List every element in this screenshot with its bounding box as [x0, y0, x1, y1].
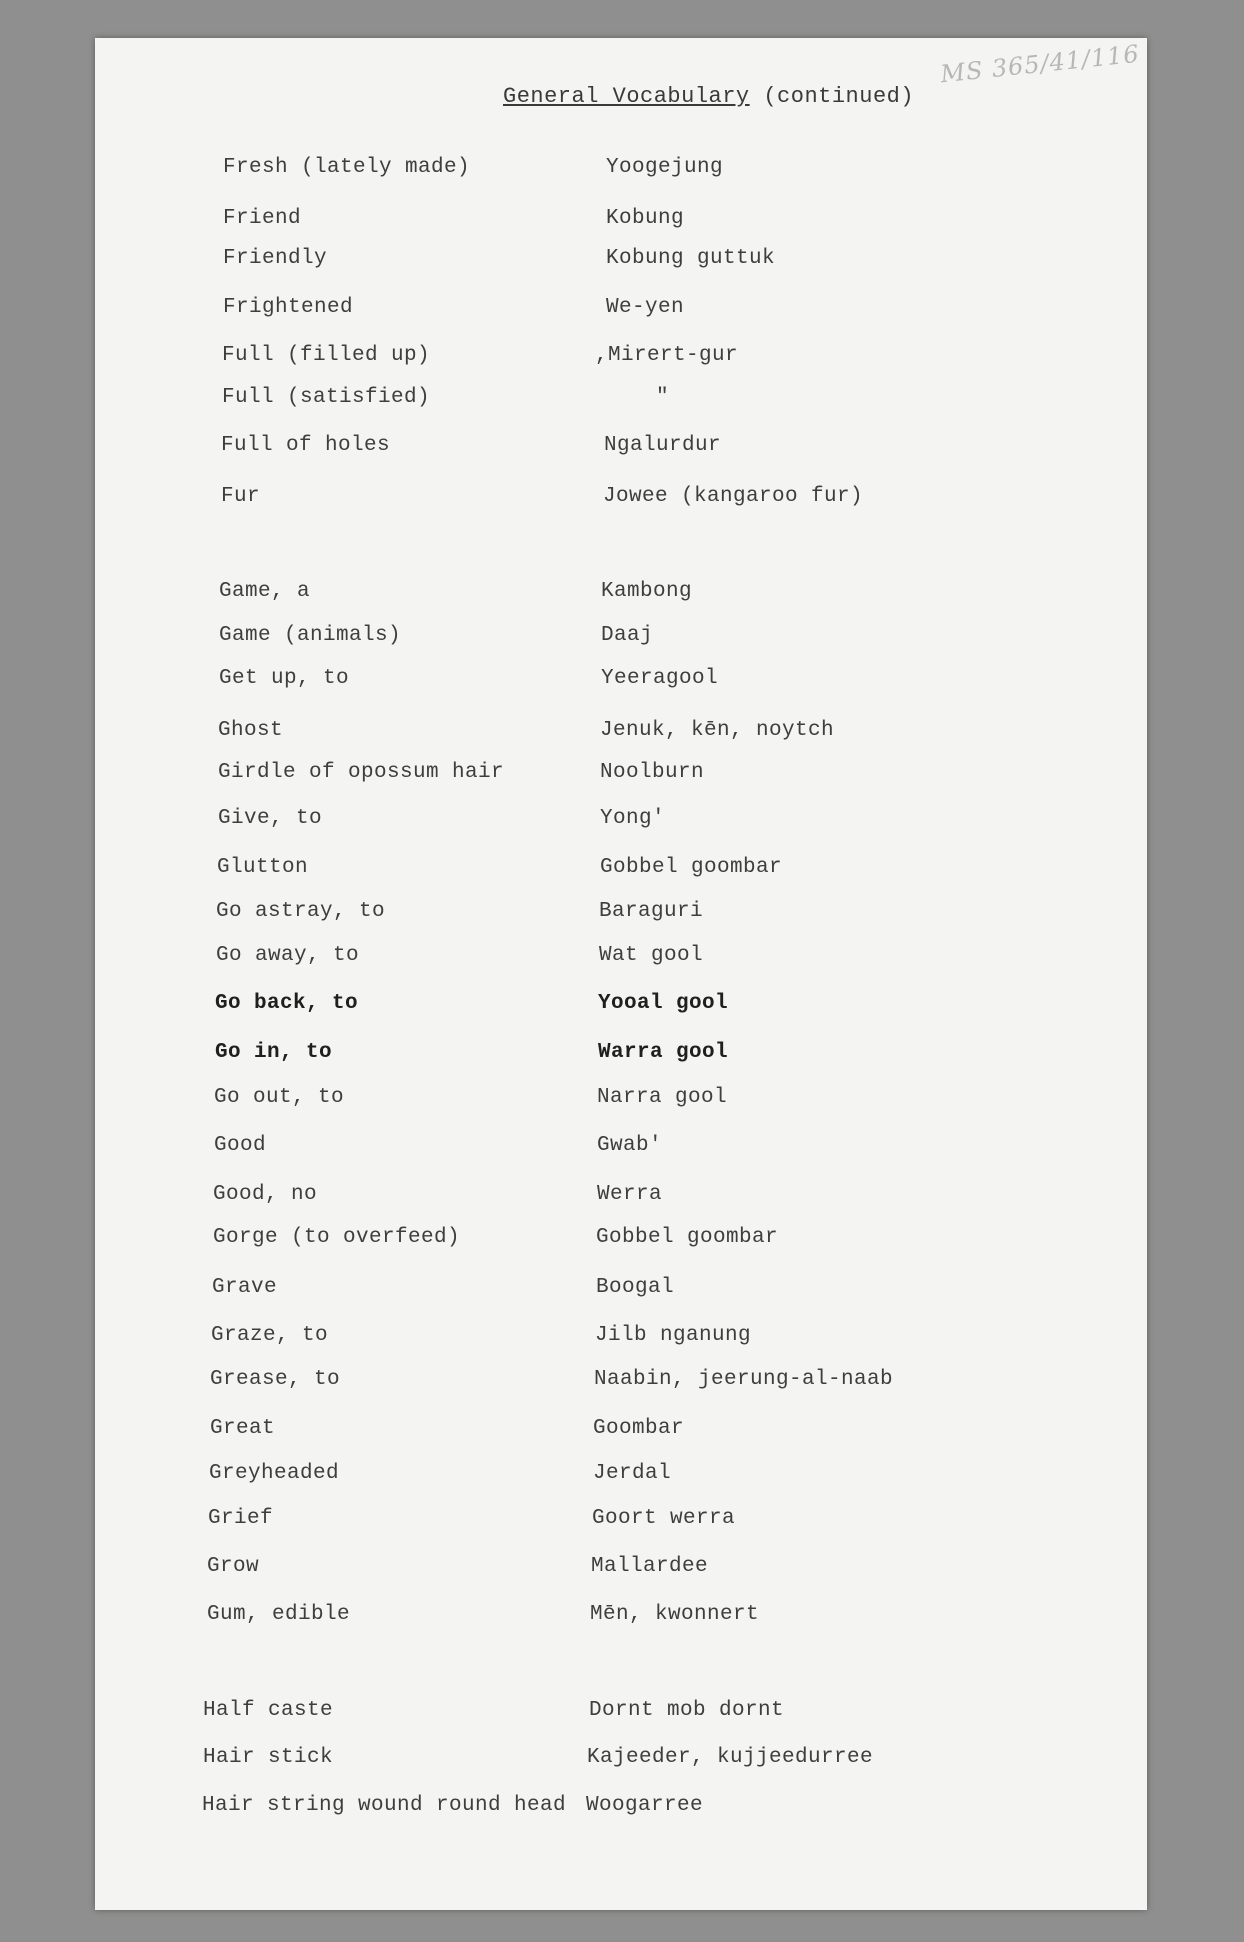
- english-term: Graze, to: [211, 1324, 329, 1347]
- english-term: Go back, to: [215, 992, 359, 1015]
- english-term: Go out, to: [214, 1086, 345, 1109]
- nyungar-term: Boogal: [596, 1276, 675, 1299]
- vocab-entry: [0, 344, 1244, 374]
- english-term: Good, no: [213, 1183, 318, 1206]
- nyungar-term: Mallardee: [591, 1555, 709, 1578]
- vocab-entry: [0, 1183, 1244, 1213]
- nyungar-term: ,Mirert-gur: [595, 344, 739, 367]
- vocab-entry: [0, 485, 1244, 515]
- nyungar-term: Daaj: [601, 624, 654, 647]
- nyungar-term: Dornt mob dornt: [589, 1699, 785, 1722]
- english-term: Gum, edible: [207, 1603, 351, 1626]
- page-title-suffix: (continued): [749, 84, 915, 109]
- nyungar-term: Woogarree: [586, 1794, 704, 1817]
- english-term: Greyheaded: [209, 1462, 340, 1485]
- nyungar-term: Jenuk, kēn, noytch: [600, 719, 835, 742]
- english-term: Hair string wound round head: [202, 1794, 567, 1817]
- vocab-entry: [0, 624, 1244, 654]
- vocab-entry: [0, 856, 1244, 886]
- vocab-entry: [0, 944, 1244, 974]
- nyungar-term: Naabin, jeerung-al-naab: [594, 1368, 894, 1391]
- english-term: Go in, to: [215, 1041, 333, 1064]
- nyungar-term: Jowee (kangaroo fur): [603, 485, 864, 508]
- vocab-entry: [0, 1134, 1244, 1164]
- nyungar-term: Yooal gool: [598, 992, 729, 1015]
- nyungar-term: Wat gool: [599, 944, 704, 967]
- nyungar-term: Yoogejung: [606, 156, 724, 179]
- vocab-entry: [0, 1226, 1244, 1256]
- nyungar-term: Jerdal: [593, 1462, 672, 1485]
- nyungar-term: Werra: [597, 1183, 663, 1206]
- english-term: Get up, to: [219, 667, 350, 690]
- vocab-entry: [0, 1368, 1244, 1398]
- vocab-entry: [0, 761, 1244, 791]
- vocab-entry: [0, 434, 1244, 464]
- english-term: Ghost: [218, 719, 284, 742]
- vocab-entry: [0, 1086, 1244, 1116]
- vocab-entry: [0, 156, 1244, 186]
- vocab-entry: [0, 207, 1244, 237]
- vocab-entry: [0, 1794, 1244, 1824]
- english-term: Glutton: [217, 856, 309, 879]
- nyungar-term: Kajeeder, kujjeedurree: [587, 1746, 874, 1769]
- nyungar-term: Goort werra: [592, 1507, 736, 1530]
- english-term: Give, to: [218, 807, 323, 830]
- english-term: Grief: [208, 1507, 274, 1530]
- vocab-entry: [0, 992, 1244, 1022]
- vocab-entry: [0, 1746, 1244, 1776]
- vocab-entry: [0, 1462, 1244, 1492]
- vocab-entry: [0, 1041, 1244, 1071]
- english-term: Go away, to: [216, 944, 360, 967]
- nyungar-term: We-yen: [606, 296, 685, 319]
- vocab-entry: [0, 247, 1244, 277]
- vocab-entry: [0, 1417, 1244, 1447]
- english-term: Full (satisfied): [222, 386, 431, 409]
- page-title-main: General Vocabulary: [503, 84, 750, 109]
- english-term: Fur: [221, 485, 261, 508]
- vocab-entry: [0, 580, 1244, 610]
- english-term: Game, a: [219, 580, 311, 603]
- nyungar-term: Narra gool: [597, 1086, 728, 1109]
- vocab-entry: [0, 807, 1244, 837]
- nyungar-term: Yong': [600, 807, 666, 830]
- vocab-entry: [0, 386, 1244, 416]
- vocab-entry: [0, 667, 1244, 697]
- english-term: Full (filled up): [222, 344, 431, 367]
- vocab-entry: [0, 1603, 1244, 1633]
- english-term: Grease, to: [210, 1368, 341, 1391]
- nyungar-term: Mēn, kwonnert: [590, 1603, 760, 1626]
- page-title: [503, 84, 914, 109]
- nyungar-term: Gobbel goombar: [596, 1226, 779, 1249]
- vocab-entry: [0, 1507, 1244, 1537]
- nyungar-term: Goombar: [593, 1417, 685, 1440]
- nyungar-term: Noolburn: [600, 761, 705, 784]
- english-term: Gorge (to overfeed): [213, 1226, 461, 1249]
- vocab-entry: [0, 1276, 1244, 1306]
- nyungar-term: Gobbel goombar: [600, 856, 783, 879]
- english-term: Grow: [207, 1555, 260, 1578]
- english-term: Grave: [212, 1276, 278, 1299]
- nyungar-term: Yeeragool: [601, 667, 719, 690]
- english-term: Girdle of opossum hair: [218, 761, 505, 784]
- english-term: Go astray, to: [216, 900, 386, 923]
- english-term: Good: [214, 1134, 267, 1157]
- english-term: Half caste: [203, 1699, 334, 1722]
- nyungar-term: Gwab': [597, 1134, 663, 1157]
- vocab-entry: [0, 719, 1244, 749]
- nyungar-term: Kobung: [606, 207, 685, 230]
- nyungar-term: Kambong: [601, 580, 693, 603]
- nyungar-term: Jilb nganung: [595, 1324, 752, 1347]
- english-term: Full of holes: [221, 434, 391, 457]
- english-term: Friend: [223, 207, 302, 230]
- vocab-entry: [0, 1324, 1244, 1354]
- english-term: Fresh (lately made): [223, 156, 471, 179]
- english-term: Hair stick: [203, 1746, 334, 1769]
- nyungar-term: Kobung guttuk: [606, 247, 776, 270]
- vocab-entry: [0, 1699, 1244, 1729]
- vocab-entry: [0, 1555, 1244, 1585]
- vocab-entry: [0, 900, 1244, 930]
- nyungar-term: ": [656, 386, 670, 409]
- nyungar-term: Baraguri: [599, 900, 704, 923]
- archive-reference: MS 365/41/116: [939, 39, 1141, 89]
- nyungar-term: Ngalurdur: [604, 434, 722, 457]
- nyungar-term: Warra gool: [598, 1041, 729, 1064]
- vocab-entry: [0, 296, 1244, 326]
- english-term: Friendly: [223, 247, 328, 270]
- english-term: Frightened: [223, 296, 354, 319]
- english-term: Great: [210, 1417, 276, 1440]
- english-term: Game (animals): [219, 624, 402, 647]
